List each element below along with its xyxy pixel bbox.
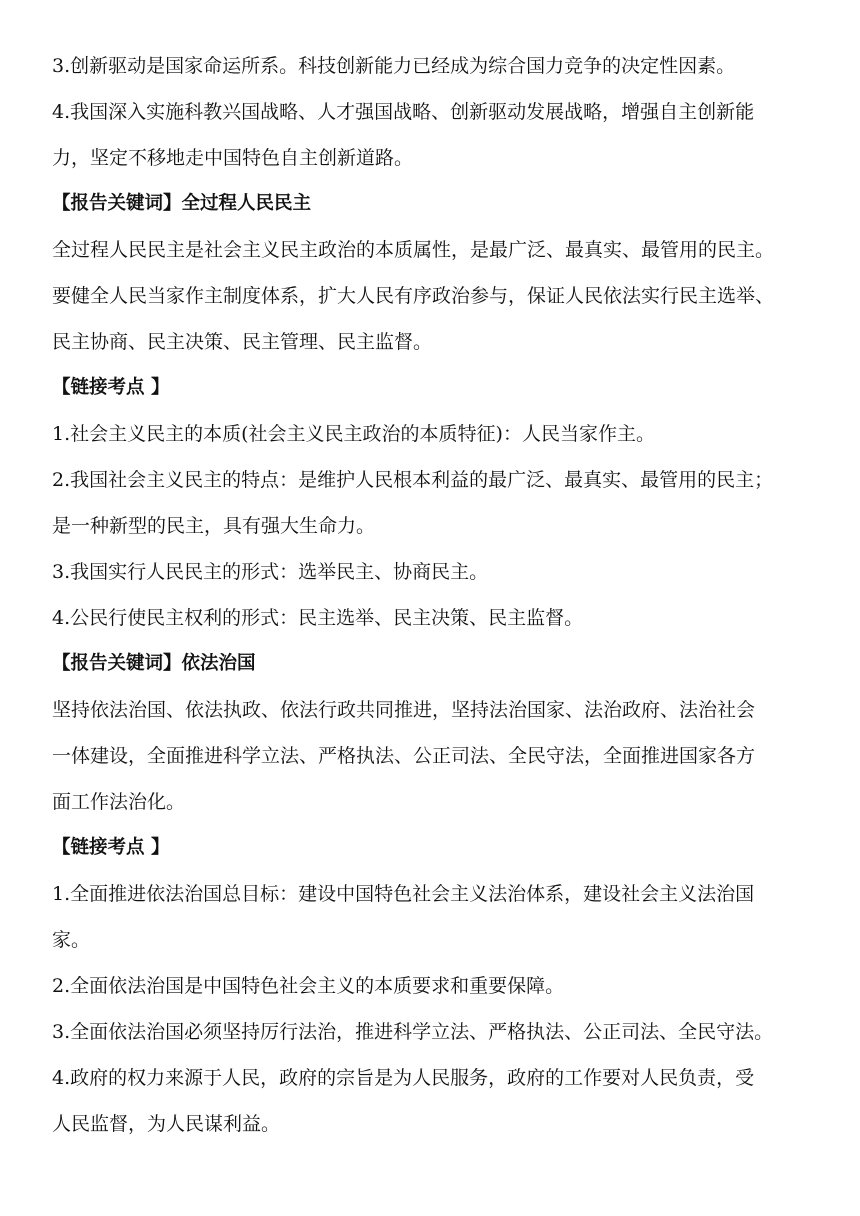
text-line: 全过程人民民主是社会主义民主政治的本质属性，是最广泛、最真实、最管用的民主。	[52, 239, 775, 261]
paragraph-innovation-3	[52, 54, 812, 78]
paragraph-law-point-4	[52, 1066, 812, 1136]
paragraph-democracy-point-3	[52, 560, 812, 584]
section-heading-rule-of-law	[52, 652, 812, 676]
text-line: 1.社会主义民主的本质(社会主义民主政治的本质特征)：人民当家作主。	[52, 423, 655, 445]
paragraph-democracy-point-1	[52, 422, 812, 446]
text-line: 坚持依法治国、依法执政、依法行政共同推进，坚持法治国家、法治政府、法治社会	[52, 699, 756, 721]
heading-text: 【报告关键词】全过程人民民主	[52, 193, 312, 214]
text-line: 面工作法治化。	[52, 791, 186, 813]
text-line: 民主协商、民主决策、民主管理、民主监督。	[52, 331, 433, 353]
heading-text: 【链接考点 】	[52, 377, 170, 398]
paragraph-innovation-4	[52, 100, 812, 170]
text-line: 一体建设，全面推进科学立法、严格执法、公正司法、全民守法，全面推进国家各方	[52, 745, 756, 767]
paragraph-law-point-1	[52, 882, 812, 952]
section-heading-exam-points-1	[52, 376, 812, 400]
text-line: 人民监督，为人民谋利益。	[52, 1113, 281, 1135]
document-page	[52, 54, 812, 1136]
text-line: 3.创新驱动是国家命运所系。科技创新能力已经成为综合国力竞争的决定性因素。	[52, 55, 736, 77]
text-line: 是一种新型的民主，具有强大生命力。	[52, 515, 376, 537]
text-line: 力，坚定不移地走中国特色自主创新道路。	[52, 147, 414, 169]
section-heading-whole-process-democracy	[52, 192, 812, 216]
text-line: 4.政府的权力来源于人民，政府的宗旨是为人民服务，政府的工作要对人民负责，受	[52, 1067, 755, 1089]
heading-text: 【链接考点 】	[52, 837, 170, 858]
paragraph-democracy-summary	[52, 238, 812, 354]
text-line: 家。	[52, 929, 91, 951]
text-line: 4.公民行使民主权利的形式：民主选举、民主决策、民主监督。	[52, 607, 584, 629]
text-line: 3.我国实行人民民主的形式：选举民主、协商民主。	[52, 561, 489, 583]
paragraph-law-point-2	[52, 974, 812, 998]
paragraph-rule-of-law-summary	[52, 698, 812, 814]
text-line: 1.全面推进依法治国总目标：建设中国特色社会主义法治体系，建设社会主义法治国	[52, 883, 755, 905]
text-line: 2.全面依法治国是中国特色社会主义的本质要求和重要保障。	[52, 975, 565, 997]
paragraph-law-point-3	[52, 1020, 812, 1044]
section-heading-exam-points-2	[52, 836, 812, 860]
text-line: 要健全人民当家作主制度体系，扩大人民有序政治参与，保证人民依法实行民主选举、	[52, 285, 775, 307]
text-line: 3.全面依法治国必须坚持厉行法治，推进科学立法、严格执法、公正司法、全民守法。	[52, 1021, 774, 1043]
text-line: 2.我国社会主义民主的特点：是维护人民根本利益的最广泛、最真实、最管用的民主；	[52, 469, 774, 491]
heading-text: 【报告关键词】依法治国	[52, 653, 256, 674]
text-line: 4.我国深入实施科教兴国战略、人才强国战略、创新驱动发展战略，增强自主创新能	[52, 101, 755, 123]
paragraph-democracy-point-2	[52, 468, 812, 538]
paragraph-democracy-point-4	[52, 606, 812, 630]
